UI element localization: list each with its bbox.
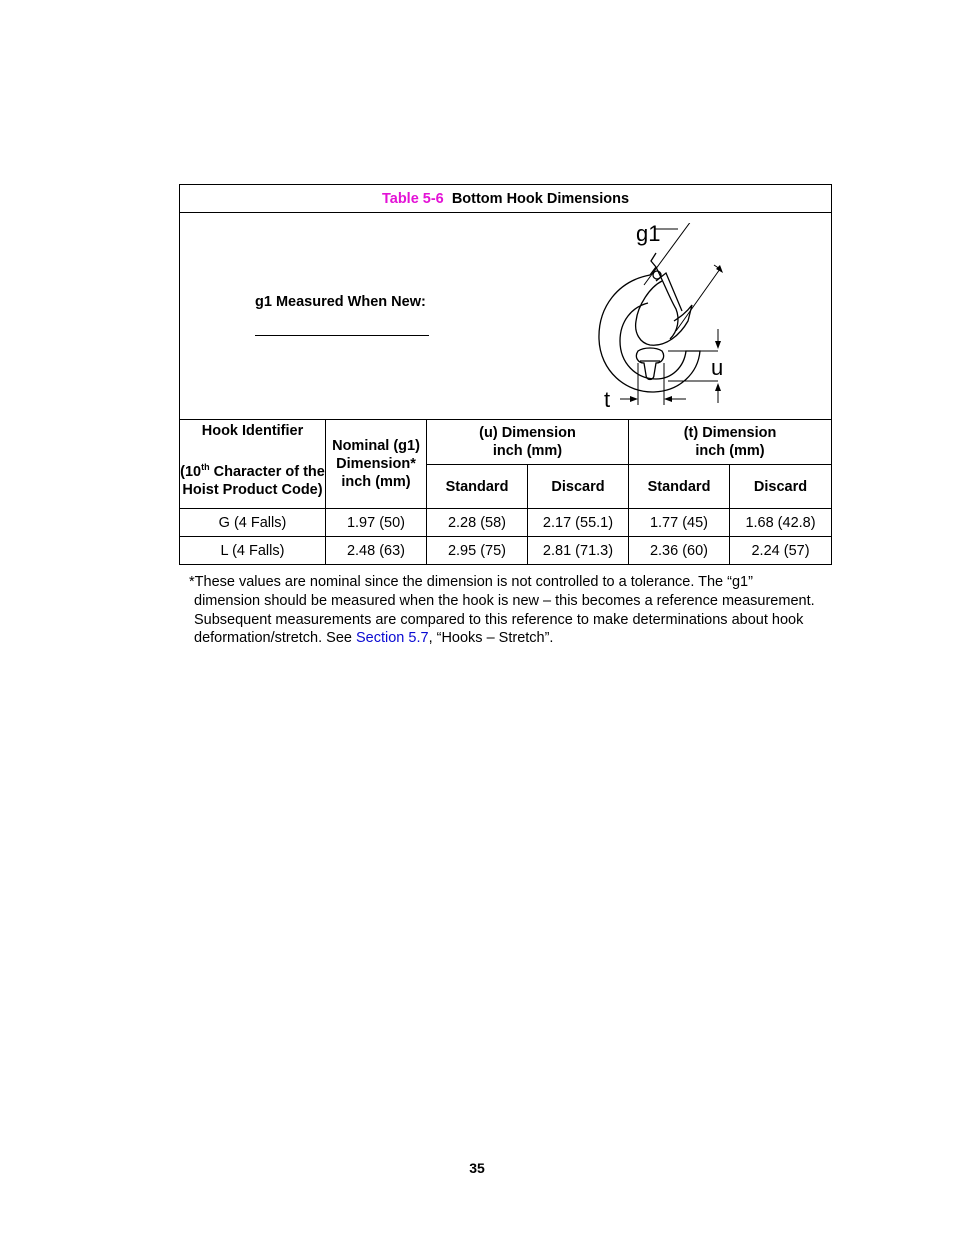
- u-standard-cell: 2.28 (58): [427, 509, 528, 537]
- u-discard-cell: 2.17 (55.1): [528, 509, 629, 537]
- hook-identifier-subtitle: (10th Character of the Hoist Product Code): [180, 462, 325, 498]
- nominal-cell: 2.48 (63): [326, 537, 427, 565]
- nominal-cell: 1.97 (50): [326, 509, 427, 537]
- t-standard-header: Standard: [629, 465, 730, 509]
- page-number: 35: [469, 1160, 485, 1176]
- g1-diagram-label: g1: [636, 223, 661, 246]
- table-number: Table 5-6: [381, 190, 444, 207]
- table-footnote: [189, 573, 839, 648]
- hook-identifier-label: Hook Identifier: [201, 423, 304, 439]
- figure-cell: [180, 213, 832, 420]
- u-dimension-header: (u) Dimension inch (mm): [427, 420, 629, 465]
- hook-identifier-header: [180, 420, 326, 509]
- header-row-1: [180, 420, 832, 465]
- table-title: Bottom Hook Dimensions: [451, 190, 630, 207]
- t-discard-cell: 2.24 (57): [730, 537, 832, 565]
- t-standard-cell: 1.77 (45): [629, 509, 730, 537]
- t-dimension-header: (t) Dimension inch (mm): [629, 420, 832, 465]
- t-discard-header: Discard: [730, 465, 832, 509]
- u-standard-header: Standard: [427, 465, 528, 509]
- g1-measured-label: g1 Measured When New:: [255, 294, 426, 310]
- table-row: [180, 509, 832, 537]
- t-discard-cell: 1.68 (42.8): [730, 509, 832, 537]
- g1-entry-line: [255, 335, 429, 336]
- hook-id-cell: L (4 Falls): [180, 537, 326, 565]
- t-diagram-label: t: [604, 387, 611, 412]
- bottom-hook-dimensions-table: [179, 184, 832, 565]
- footnote-line-3: Subsequent measurements are compared to this reference to make determinations about hook: [194, 611, 804, 628]
- hook-diagram: [590, 223, 750, 413]
- u-standard-cell: 2.95 (75): [427, 537, 528, 565]
- nominal-header: Nominal (g1) Dimension* inch (mm): [326, 420, 427, 509]
- t-standard-cell: 2.36 (60): [629, 537, 730, 565]
- table-caption: [180, 185, 832, 213]
- footnote-line-1: *These values are nominal since the dimension is not controlled to a tolerance. The “g1”: [189, 574, 753, 590]
- u-discard-cell: 2.81 (71.3): [528, 537, 629, 565]
- table-row: [180, 537, 832, 565]
- hook-id-cell: G (4 Falls): [180, 509, 326, 537]
- footnote-line-2: dimension should be measured when the hook is new – this becomes a reference measurement.: [194, 592, 815, 609]
- footnote-line-4: deformation/stretch. See Section 5.7, “Hooks – Stretch”.: [194, 630, 554, 647]
- table-caption-row: [180, 185, 832, 213]
- u-discard-header: Discard: [528, 465, 629, 509]
- section-5-7-link[interactable]: Section 5.7: [356, 630, 429, 647]
- figure-row: [180, 213, 832, 420]
- u-diagram-label: u: [711, 355, 724, 380]
